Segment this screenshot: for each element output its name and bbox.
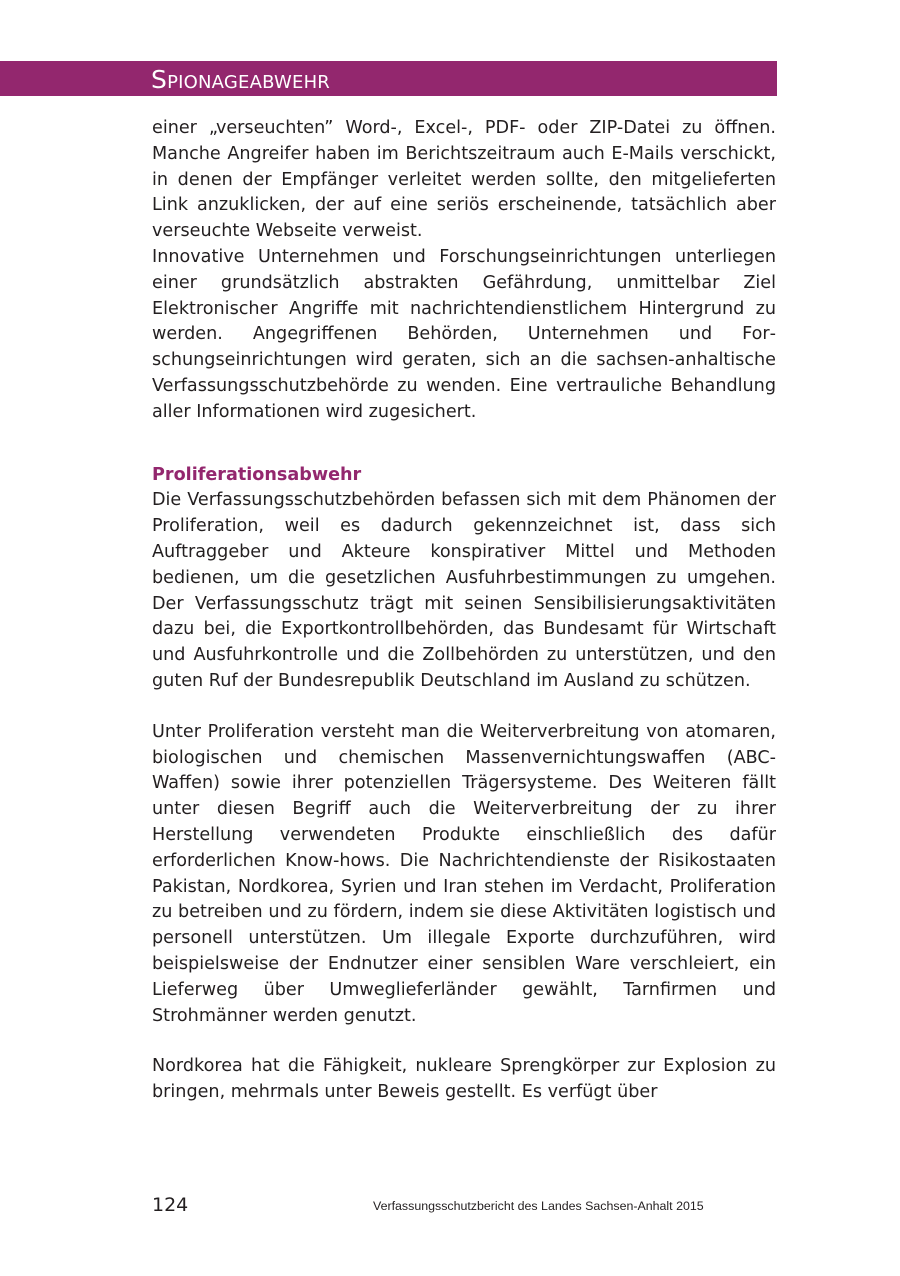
paragraph-spacer (152, 1029, 776, 1054)
paragraph-proliferation-intro: Die Verfassungsschutzbehörden befassen sich mit dem Phänomen der Proliferation, weil es dadurch gekennzeichnet ist, dass sich Auftraggeber und Akteure konspirativer Mittel und Methoden bedienen, um die gesetzlichen Ausfuhrbestimmungen zu umgehen. Der Verfassungsschutz trägt mit seinen Sensibilisierungsaktivitäten dazu bei, die Exportkontrollbehörden, das Bundesamt für Wirtschaft und Ausfuhrkontrolle und die Zollbehörden zu unterstützen, und den guten Ruf der Bundesrepublik Deutschland im Ausland zu schützen. (152, 490, 776, 691)
paragraph-proliferation-definition: Unter Proliferation versteht man die Weiterverbreitung von atomaren, biologischen und chemischen Massenvernichtungswaffen (ABC-Waffen) sowie ihrer potenziellen Trägersysteme. Des Weiteren fällt unter diesen Begriff auch die Weiterverbreitung der zu ihrer Herstellung verwendeten Produkte einschließlich des dafür erforderlichen Know-hows. Die Nachrichtendienste der Risikostaaten Pakistan, Nordkorea, Syrien und Iran stehen im Verdacht, Proliferation zu betreiben und zu fördern, indem sie diese Aktivitäten logistisch und personell unterstützen. Um illegale Exporte durchzuführen, wird beispielsweise der Endnutzer einer sensiblen Ware verschleiert, ein Lieferweg über Umweglieferländer gewählt, Tarnfirmen und Strohmänner werden genutzt. (152, 721, 776, 1026)
paragraph-spacer (152, 695, 776, 720)
page-content (152, 116, 776, 1106)
section-header-band (0, 61, 777, 96)
paragraph-infected-attachments: einer „verseuchten” Word-, Excel-, PDF- oder ZIP-Datei zu öffnen. Manche Angreifer haben im Berichtszeitraum auch E-Mails verschickt, in denen der Empfänger verleitet werden sollte, den mitgelieferten Link anzuklicken, der auf eine seriös erscheinende, tatsächlich aber verseuchte Webseite verweist. (152, 118, 776, 242)
page-number: 124 (152, 1194, 189, 1216)
heading-proliferation-defense: Proliferationsabwehr (152, 464, 362, 485)
section-title: Spionageabwehr (151, 65, 331, 94)
paragraph-north-korea: Nordkorea hat die Fähigkeit, nukleare Sprengkörper zur Explosion zu bringen, mehrmals unter Beweis gestellt. Es verfügt über (152, 1056, 776, 1103)
paragraph-research-institutions: Innovative Unternehmen und Forschungseinrichtungen unterliegen einer grundsätzlich abstrakten Gefährdung, unmittelbar Ziel Elektronischer Angriffe mit nachrichtendienstlichem Hintergrund zu werden. Angegriffenen Behörden, Unternehmen und Forschungseinrichtungen wird geraten, sich an die sachsen-anhaltische Verfassungsschutzbehörde zu wenden. Eine vertrauliche Behandlung aller Informationen wird zugesichert. (152, 246, 776, 422)
running-footer: Verfassungsschutzbericht des Landes Sachsen-Anhalt 2015 (373, 1199, 704, 1213)
